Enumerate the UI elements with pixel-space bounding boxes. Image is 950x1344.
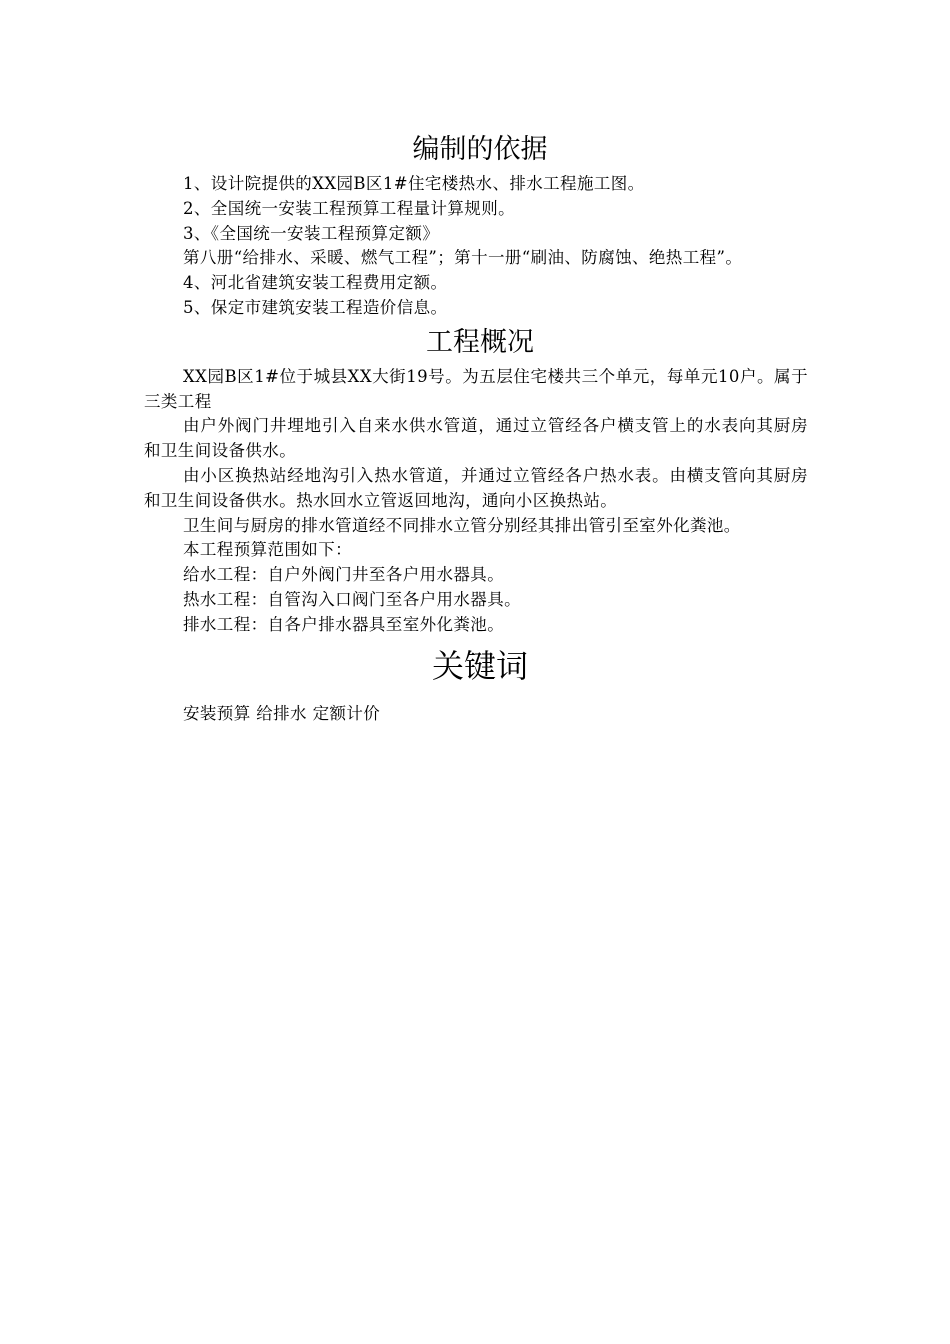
overview-paragraph-5: 本工程预算范围如下： (183, 540, 352, 560)
basis-item-5: 5、保定市建筑安装工程造价信息。 (183, 297, 448, 317)
section-title-basis: 编制的依据 (412, 134, 548, 165)
basis-item-3: 3、《全国统一安装工程预算定额》 (183, 223, 440, 243)
overview-paragraph-3: 由小区换热站经地沟引入热水管道，并通过立管经各户热水表。由横支管向其厨房和卫生间设备供水。热水回水立管返回地沟，通向小区换热站。 (144, 465, 808, 510)
overview-paragraph-8: 排水工程：自各户排水器具至室外化粪池。 (183, 614, 505, 634)
overview-paragraph-7: 热水工程：自管沟入口阀门至各户用水器具。 (183, 589, 521, 609)
section-title-overview: 工程概况 (426, 326, 534, 358)
overview-paragraph-4: 卫生间与厨房的排水管道经不同排水立管分别经其排出管引至室外化粪池。 (183, 515, 741, 535)
section-title-keywords: 关键词 (431, 646, 528, 685)
overview-paragraph-2: 由户外阀门井埋地引入自来水供水管道，通过立管经各户横支管上的水表向其厨房和卫生间设备供水。 (144, 416, 808, 461)
document-content (144, 128, 808, 726)
overview-paragraph-6: 给水工程：自户外阀门井至各户用水器具。 (183, 565, 505, 585)
keywords-text: 安装预算 给排水 定额计价 (183, 703, 381, 723)
basis-item-1: 1、设计院提供的XX园B区1#住宅楼热水、排水工程施工图。 (183, 174, 645, 193)
basis-item-2: 2、全国统一安装工程预算工程量计算规则。 (183, 198, 515, 218)
basis-item-4: 4、河北省建筑安装工程费用定额。 (183, 273, 448, 293)
basis-item-3-detail: 第八册“给排水、采暖、燃气工程”；第十一册“刷油、防腐蚀、绝热工程”。 (183, 248, 743, 268)
overview-paragraph-1: XX园B区1#位于城县XX大街19号。为五层住宅楼共三个单元，每单元10户。属于三类工程 (144, 366, 808, 411)
